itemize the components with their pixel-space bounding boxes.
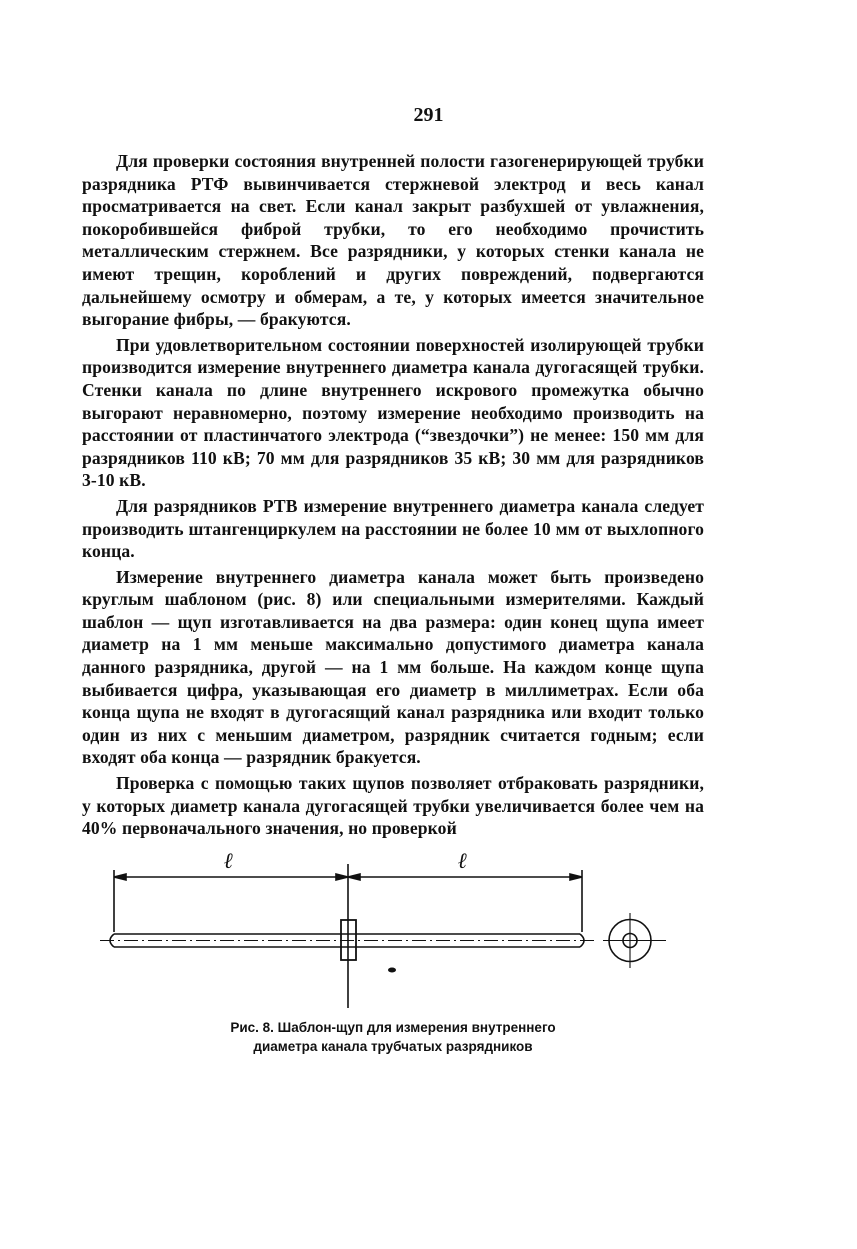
figure-caption [82, 1018, 704, 1056]
figure-gauge-probe [100, 850, 680, 1020]
dimension-label-left: ℓ [224, 848, 234, 873]
arrow-right [570, 874, 582, 880]
paragraph: Проверка с помощью таких щупов позволяет отбраковать разрядники, у которых диаметр канала дугогасящей трубки увеличивается более чем на 40% первоначального значения, но проверкой [82, 773, 704, 839]
gauge-probe-drawing [100, 850, 680, 1020]
dimension-label-right: ℓ [458, 848, 468, 873]
paragraph: При удовлетворительном состоянии поверхностей изолирующей трубки производится измерение внутреннего диаметра канала дугогасящей трубки. Стенки канала по длине внутреннего искрового промежутка обычно выгорают неравномерно, поэтому измерение необходимо производить на расстоянии от пластинчатого электрода (“звездочки”) не менее: 150 мм для разрядников 110 кВ; 70 мм для разрядников 35 кВ; 30 мм для разрядников 3-10 кВ. [82, 334, 704, 491]
caption-line: Рис. 8. Шаблон-щуп для измерения внутреннего [230, 1020, 556, 1035]
body-text [82, 150, 704, 843]
paragraph: Измерение внутреннего диаметра канала может быть произведено круглым шаблоном (рис. 8) или специальными измерителями. Каждый шаблон — щуп изготавливается на два размера: один конец щупа имеет диаметр на 1 мм меньше максимально допустимого диаметра канала данного разрядника, другой — на 1 мм больше. На каждом конце щупа выбивается цифра, указывающая его диаметр в миллиметрах. Если оба конца щупа не входят в дугогасящий канал разрядника или входит только один из них с меньшим диаметром, разрядник считается годным; если входят оба конца — разрядник бракуется. [82, 566, 704, 768]
arrow-left [114, 874, 126, 880]
arrow-mid-right [348, 874, 360, 880]
paragraph: Для разрядников РТВ измерение внутреннего диаметра канала следует производить штангенциркулем на расстоянии не более 10 мм от выхлопного конца. [82, 495, 704, 562]
arrow-mid-left [336, 874, 348, 880]
caption-line: диаметра канала трубчатых разрядников [253, 1039, 533, 1054]
paragraph: Для проверки состояния внутренней полости газогенерирующей трубки разрядника РТФ вывинчивается стержневой электрод и весь канал просматривается на свет. Если канал закрыт разбухшей от увлажнения, покоробившейся фиброй трубки, то его необходимо прочистить металлическим стержнем. Все разрядники, у которых стенки канала не имеют трещин, короблений и других повреждений, подвергаются дальнейшему осмотру и обмерам, а те, у которых имеется значительное выгорание фибры, — бракуются. [82, 151, 704, 330]
page-number: 291 [413, 104, 444, 126]
scan-speck [388, 968, 396, 973]
